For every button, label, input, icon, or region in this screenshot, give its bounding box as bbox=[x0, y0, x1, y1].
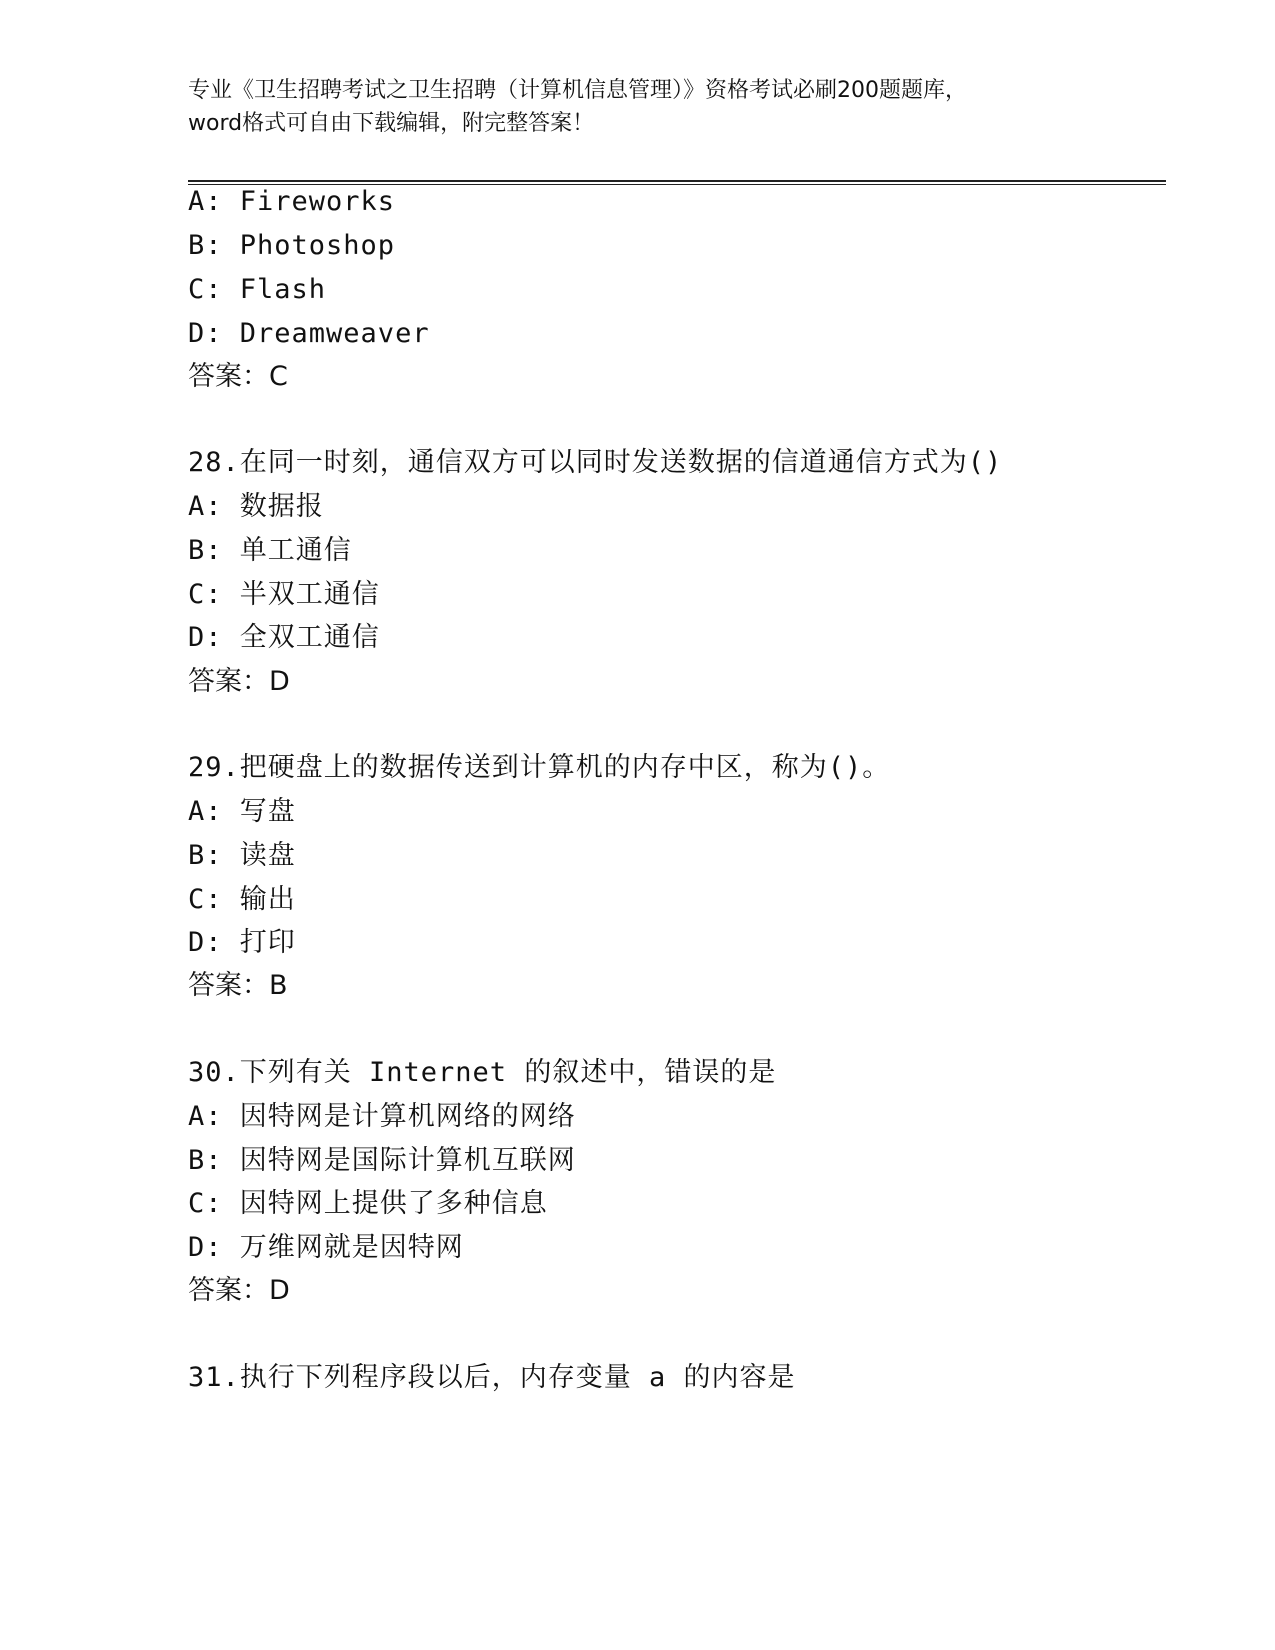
q29-option-c: C: 输出 bbox=[188, 884, 296, 915]
q28-answer: 答案：D bbox=[188, 666, 290, 697]
q27-option-b: B: Photoshop bbox=[188, 230, 396, 261]
document-header bbox=[188, 74, 1088, 140]
q27-option-d: D: Dreamweaver bbox=[188, 318, 430, 349]
q28-option-d: D: 全双工通信 bbox=[188, 622, 380, 653]
q27-answer: 答案：C bbox=[188, 361, 288, 392]
q28-option-a: A: 数据报 bbox=[188, 491, 324, 522]
q29-answer: 答案：B bbox=[188, 970, 288, 1001]
header-title-line-2: word格式可自由下载编辑，附完整答案！ bbox=[188, 111, 595, 136]
q31-question: 31.执行下列程序段以后，内存变量 a 的内容是 bbox=[188, 1362, 796, 1393]
q30-option-d: D: 万维网就是因特网 bbox=[188, 1232, 464, 1263]
q29-option-a: A: 写盘 bbox=[188, 796, 296, 827]
q29-question: 29.把硬盘上的数据传送到计算机的内存中区，称为()。 bbox=[188, 752, 891, 783]
q28-option-b: B: 单工通信 bbox=[188, 535, 352, 566]
q28-option-c: C: 半双工通信 bbox=[188, 579, 380, 610]
q27-option-a: A: Fireworks bbox=[188, 186, 396, 217]
q28-question: 28.在同一时刻，通信双方可以同时发送数据的信道通信方式为() bbox=[188, 447, 1003, 478]
q30-option-b: B: 因特网是国际计算机互联网 bbox=[188, 1145, 576, 1176]
q30-option-a: A: 因特网是计算机网络的网络 bbox=[188, 1101, 576, 1132]
q29-option-b: B: 读盘 bbox=[188, 840, 296, 871]
q30-option-c: C: 因特网上提供了多种信息 bbox=[188, 1188, 548, 1219]
header-title-line-1: 专业《卫生招聘考试之卫生招聘（计算机信息管理）》资格考试必刷200题题库， bbox=[188, 78, 967, 103]
q30-answer: 答案：D bbox=[188, 1275, 290, 1306]
q29-option-d: D: 打印 bbox=[188, 927, 296, 958]
q30-question: 30.下列有关 Internet 的叙述中，错误的是 bbox=[188, 1057, 777, 1088]
q27-option-c: C: Flash bbox=[188, 274, 327, 305]
